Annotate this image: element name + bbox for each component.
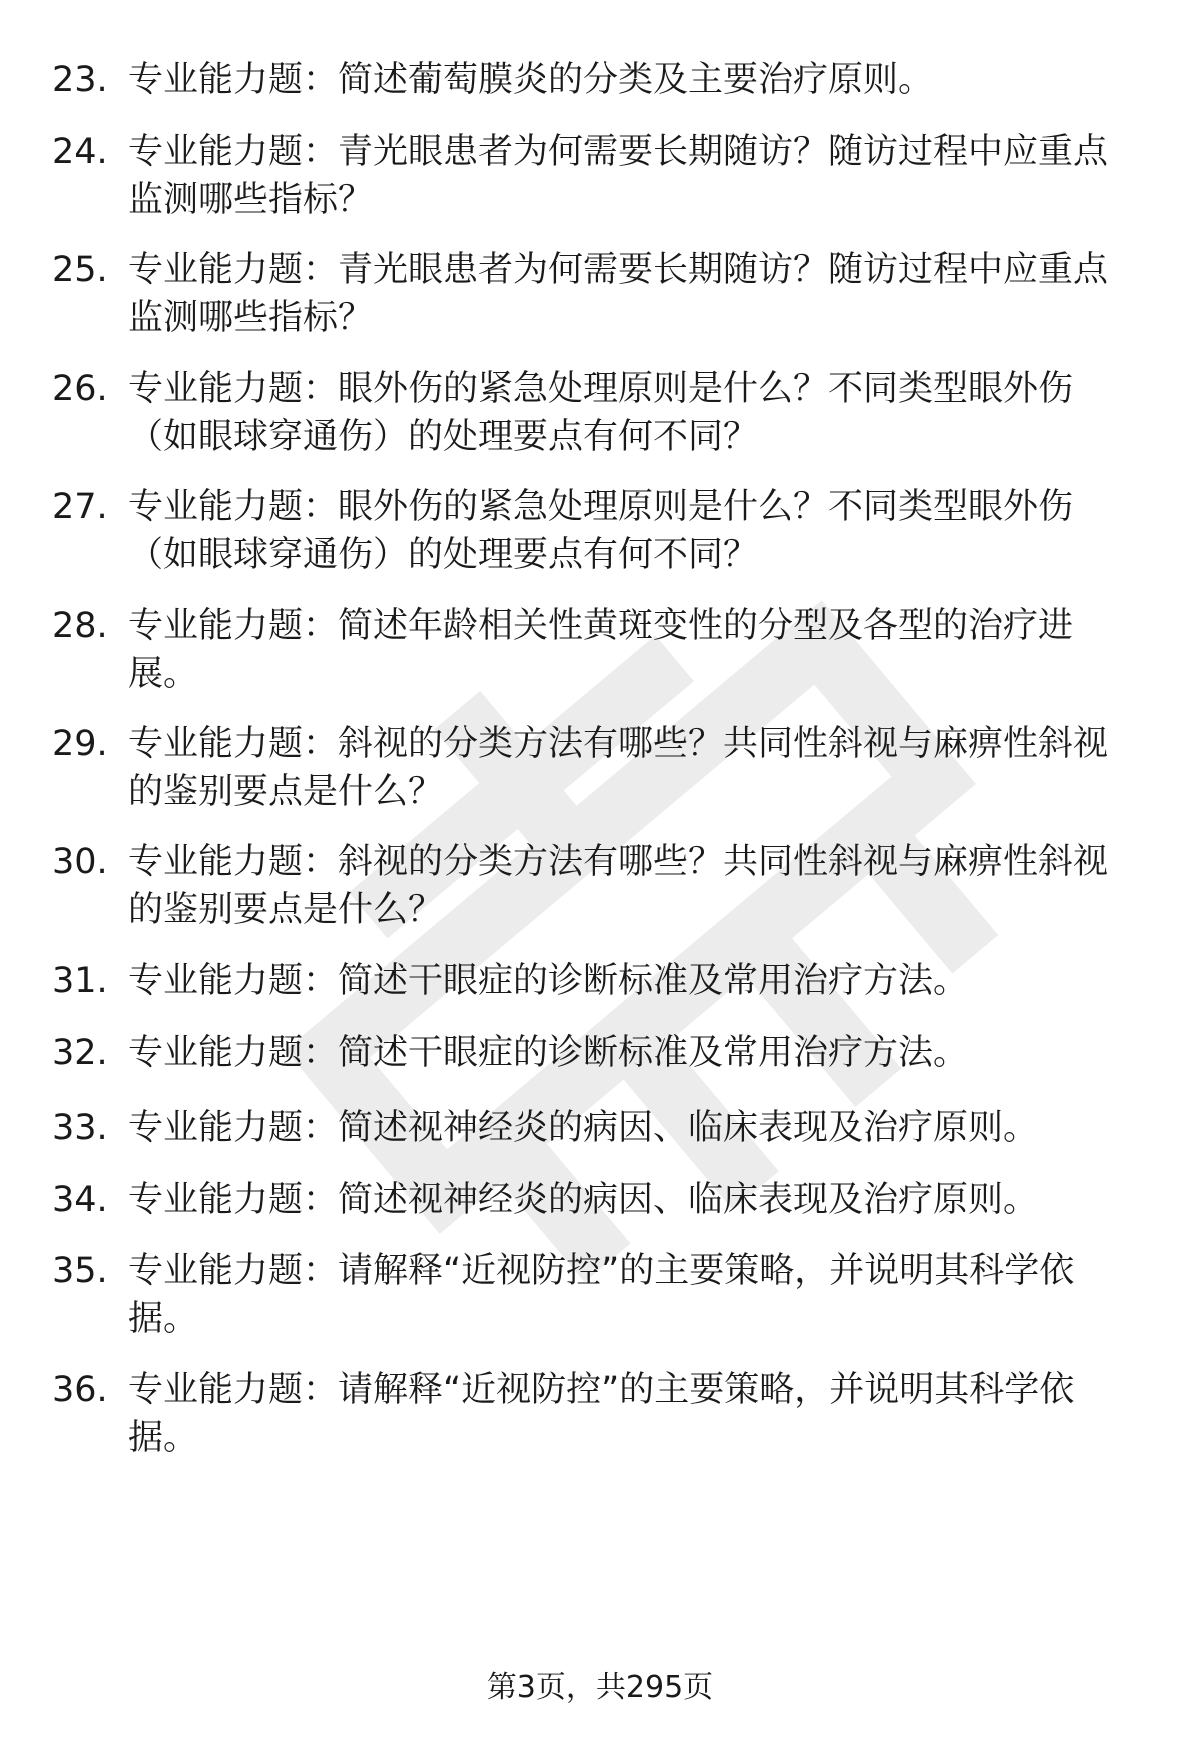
question-number: 36. <box>52 1370 108 1410</box>
question-text: 专业能力题：请解释“近视防控”的主要策略，并说明其科学依据。 <box>128 1370 1075 1458</box>
question-number: 25. <box>52 250 108 290</box>
question-text: 专业能力题：简述干眼症的诊断标准及常用治疗方法。 <box>128 961 969 1001</box>
question-text: 专业能力题：斜视的分类方法有哪些？共同性斜视与麻痹性斜视的鉴别要点是什么？ <box>128 842 1109 930</box>
question-number: 26. <box>52 369 108 409</box>
question-text: 专业能力题：斜视的分类方法有哪些？共同性斜视与麻痹性斜视的鉴别要点是什么？ <box>128 724 1109 812</box>
question-number: 32. <box>52 1033 108 1073</box>
question-text: 专业能力题：简述视神经炎的病因、临床表现及治疗原则。 <box>128 1108 1039 1148</box>
question-number: 30. <box>52 842 108 882</box>
question-text: 专业能力题：眼外伤的紧急处理原则是什么？不同类型眼外伤（如眼球穿通伤）的处理要点有何不同？ <box>128 369 1074 457</box>
question-text: 专业能力题：简述年龄相关性黄斑变性的分型及各型的治疗进展。 <box>128 606 1074 694</box>
question-number: 28. <box>52 606 108 646</box>
question-number: 34. <box>52 1180 108 1220</box>
question-text: 专业能力题：简述视神经炎的病因、临床表现及治疗原则。 <box>128 1180 1039 1220</box>
question-number: 23. <box>52 60 108 100</box>
question-text: 专业能力题：简述葡萄膜炎的分类及主要治疗原则。 <box>128 60 934 100</box>
question-number: 29. <box>52 724 108 764</box>
page-number-footer: 第3页，共295页 <box>486 1670 714 1705</box>
question-number: 24. <box>52 132 108 172</box>
question-number: 31. <box>52 961 108 1001</box>
question-text: 专业能力题：请解释“近视防控”的主要策略，并说明其科学依据。 <box>128 1251 1075 1339</box>
question-number: 33. <box>52 1108 108 1148</box>
question-text: 专业能力题：眼外伤的紧急处理原则是什么？不同类型眼外伤（如眼球穿通伤）的处理要点有何不同？ <box>128 487 1074 575</box>
question-number: 35. <box>52 1251 108 1291</box>
question-text: 专业能力题：青光眼患者为何需要长期随访？随访过程中应重点监测哪些指标？ <box>128 132 1109 220</box>
question-text: 专业能力题：简述干眼症的诊断标准及常用治疗方法。 <box>128 1033 969 1073</box>
question-number: 27. <box>52 487 108 527</box>
question-text: 专业能力题：青光眼患者为何需要长期随访？随访过程中应重点监测哪些指标？ <box>128 250 1109 338</box>
